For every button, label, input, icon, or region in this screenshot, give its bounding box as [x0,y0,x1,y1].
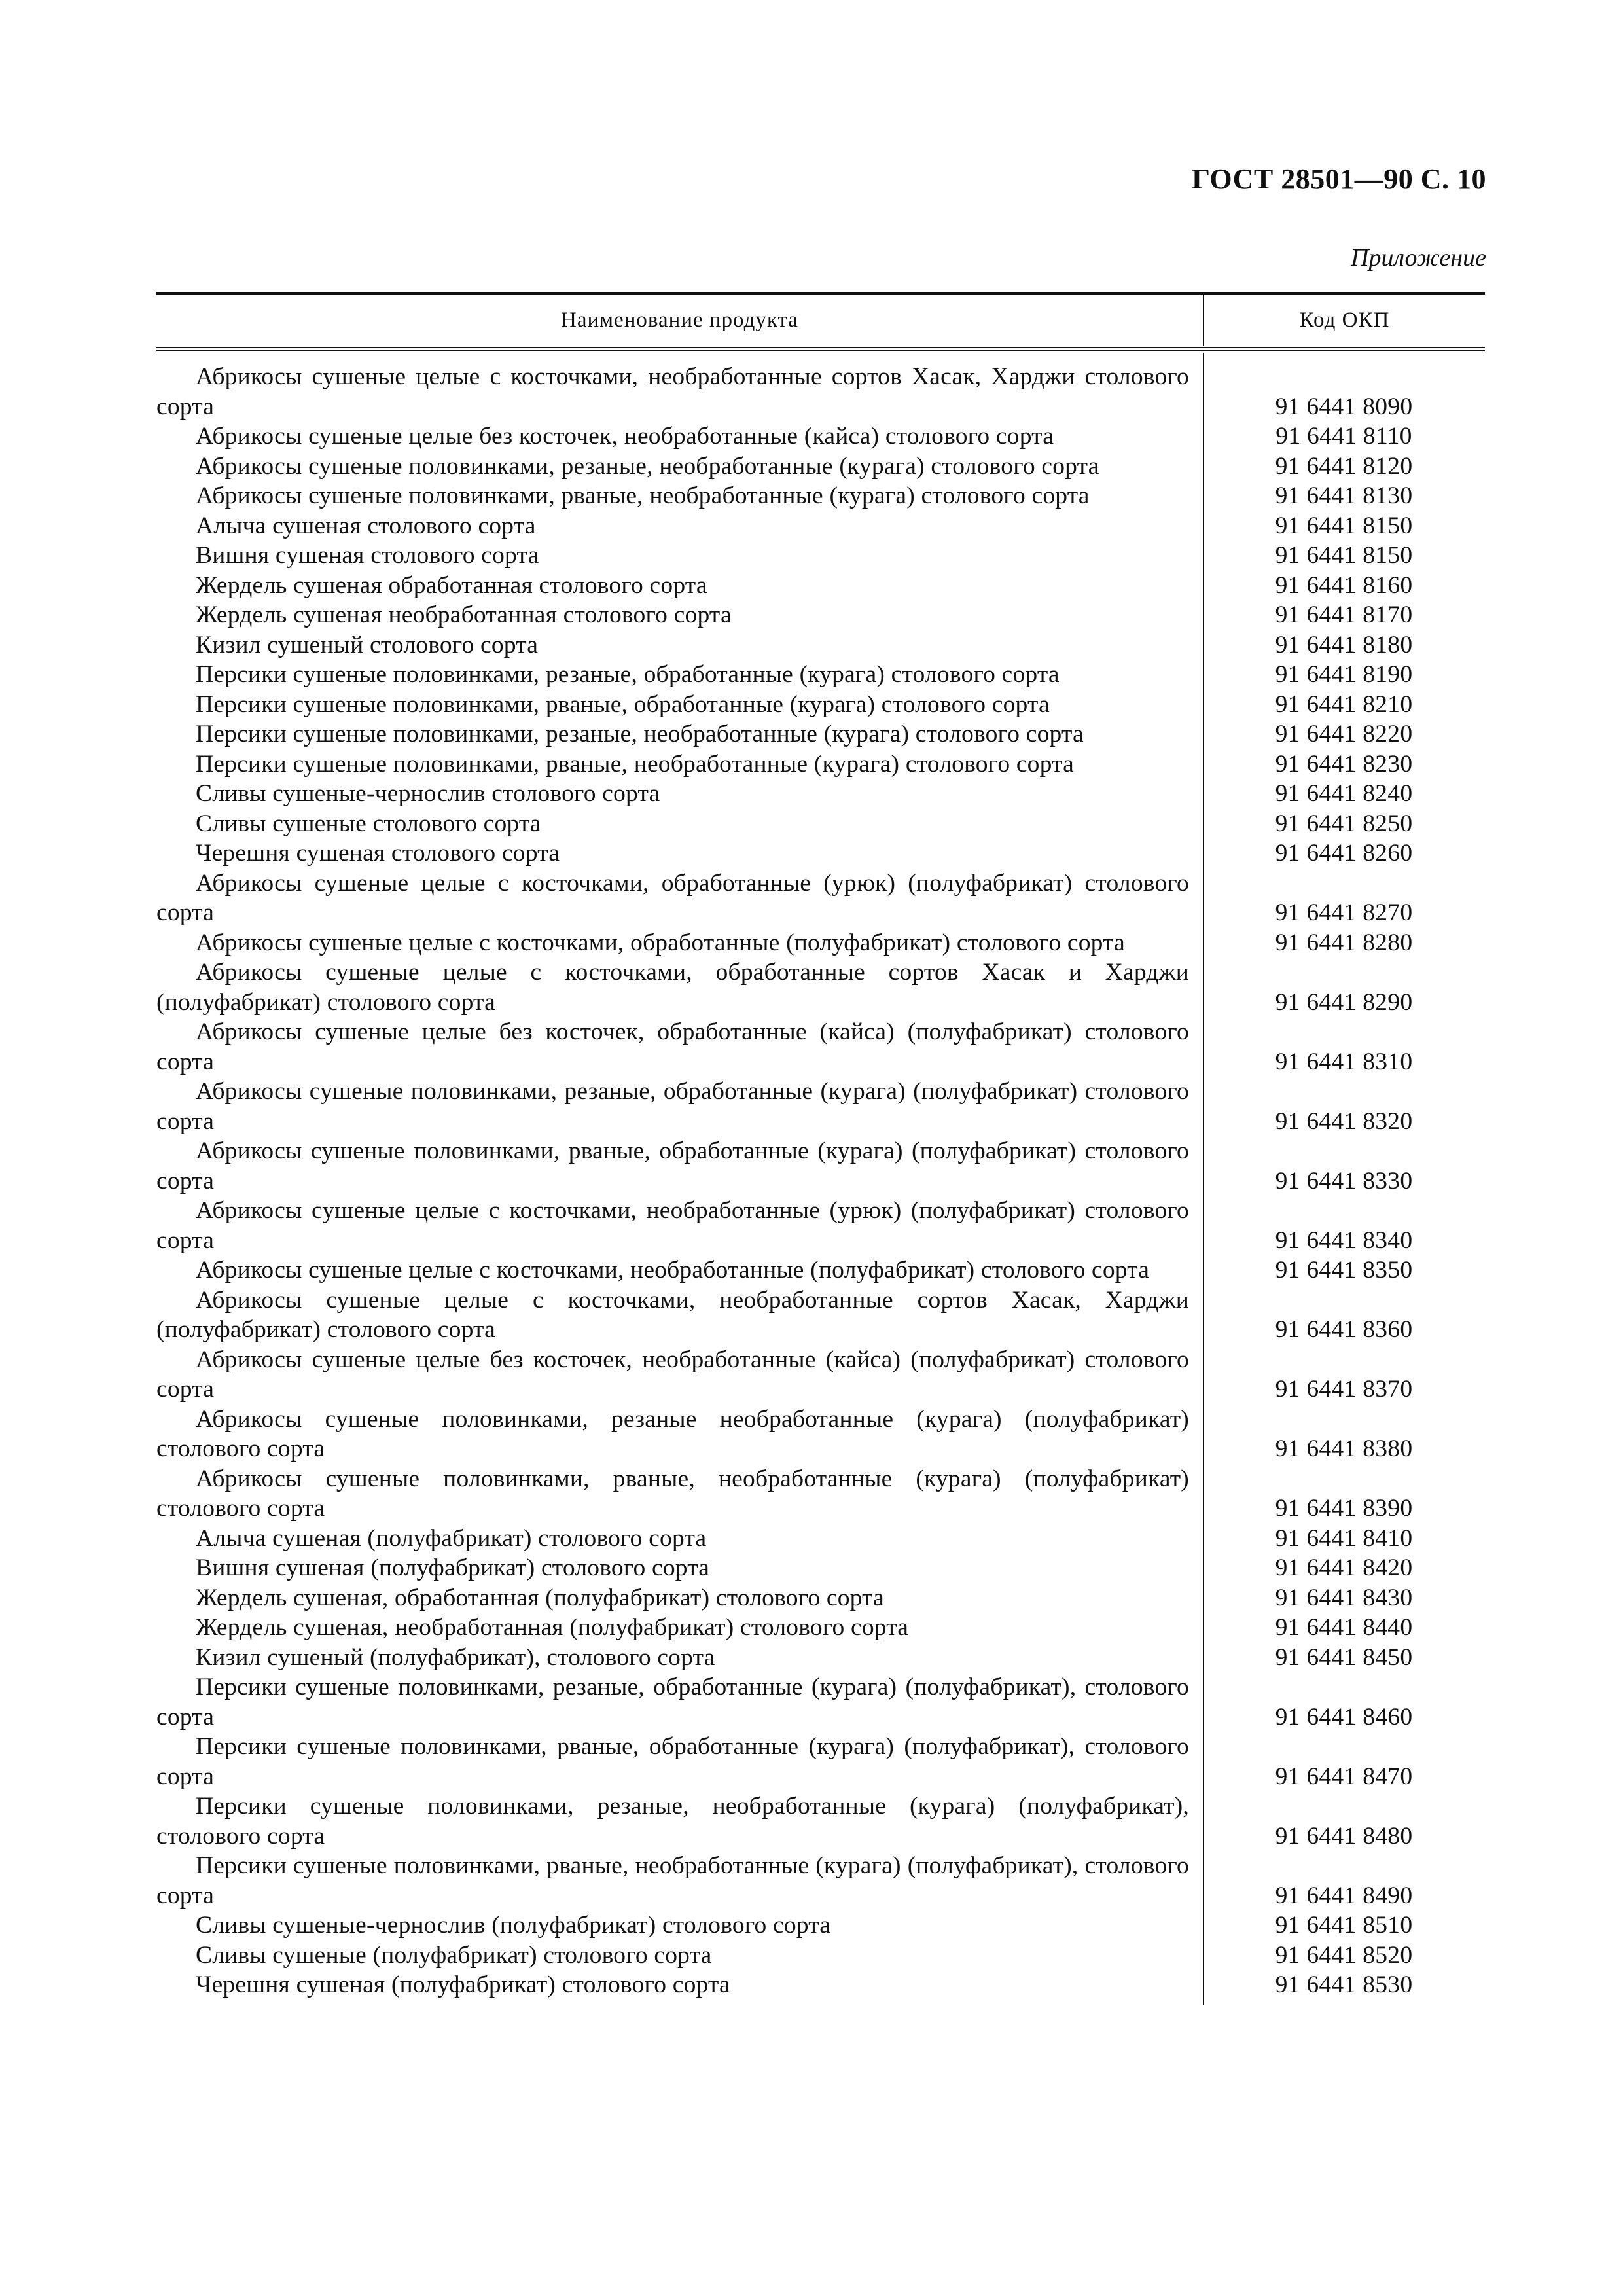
table-row [156,809,1485,839]
table-row [156,1970,1485,2000]
page-header: ГОСТ 28501—90 С. 10 [1191,163,1486,195]
product-name-cell: Персики сушеные половинками, рваные, необработанные (курага) столового сорта [196,750,1074,778]
okp-code-cell: 91 6441 8510 [1275,1912,1413,1939]
product-name-cell: Сливы сушеные столового сорта [196,810,541,837]
okp-code-cell: 91 6441 8410 [1275,1524,1413,1552]
okp-code-cell: 91 6441 8390 [1275,1495,1413,1522]
okp-code-cell: 91 6441 8210 [1275,691,1413,718]
product-name-cell: Алыча сушеная столового сорта [196,512,536,539]
table-row [156,571,1485,601]
product-name-cell: Абрикосы сушеные половинками, рваные, необработанные (курага) столового сорта [196,482,1090,509]
table-row [156,1910,1485,1941]
okp-code-cell: 91 6441 8340 [1275,1227,1413,1254]
okp-code-cell: 91 6441 8330 [1275,1167,1413,1194]
product-name-cell: Абрикосы сушеные целые без косточек, обработанные (кайса) (полуфабрикат) столового сорта [156,1018,1189,1075]
table-row [156,1077,1485,1136]
table-row [156,749,1485,780]
okp-code-cell: 91 6441 8380 [1275,1435,1413,1462]
product-name-cell: Персики сушеные половинками, резаные, обработанные (курага) столового сорта [196,661,1060,688]
table-row [156,1791,1485,1851]
table-row [156,362,1485,422]
okp-code-cell: 91 6441 8090 [1275,393,1413,420]
table-row [156,779,1485,809]
product-name-cell: Персики сушеные половинками, резаные, необработанные (курага) столового сорта [196,721,1084,747]
table-row [156,1553,1485,1583]
okp-code-cell: 91 6441 8250 [1275,810,1413,837]
okp-code-cell: 91 6441 8110 [1275,423,1412,450]
product-name-cell: Сливы сушеные-чернослив столового сорта [196,780,660,807]
product-name-cell: Жердель сушеная необработанная столового сорта [196,601,732,628]
okp-code-cell: 91 6441 8130 [1275,482,1413,509]
product-name-cell: Кизил сушеный (полуфабрикат), столового сорта [196,1643,715,1671]
table-row [156,1732,1485,1791]
column-header-okp-code: Код ОКП [1299,308,1390,332]
table-row [156,1255,1485,1285]
table-row [156,1643,1485,1673]
table-row [156,1672,1485,1732]
product-name-cell: Абрикосы сушеные половинками, резаные необработанные (курага) (полуфабрикат) столового сорта [156,1405,1189,1462]
product-name-cell: Персики сушеные половинками, резаные, необработанные (курага) (полуфабрикат), столового сорта [156,1793,1189,1850]
okp-code-cell: 91 6441 8420 [1275,1554,1413,1581]
table-row [156,541,1485,571]
table-row [156,1285,1485,1345]
table-row [156,1524,1485,1554]
okp-code-cell: 91 6441 8470 [1275,1763,1413,1790]
okp-code-cell: 91 6441 8490 [1275,1882,1413,1909]
table-row [156,690,1485,720]
table-row [156,1345,1485,1405]
table-row [156,1941,1485,1971]
okp-code-cell: 91 6441 8440 [1275,1614,1413,1641]
table-row [156,630,1485,660]
table-row [156,869,1485,928]
product-name-cell: Абрикосы сушеные целые с косточками, обработанные сортов Хасак и Харджи (полуфабрикат) столового сорта [156,959,1189,1016]
okp-code-cell: 91 6441 8150 [1275,512,1413,539]
okp-code-cell: 91 6441 8530 [1275,1971,1413,1998]
okp-code-cell: 91 6441 8260 [1275,840,1413,867]
okp-code-cell: 91 6441 8430 [1275,1584,1413,1611]
okp-code-cell: 91 6441 8370 [1275,1376,1413,1403]
okp-code-cell: 91 6441 8270 [1275,899,1413,926]
okp-code-cell: 91 6441 8280 [1275,929,1413,956]
table-row [156,1613,1485,1643]
table-row [156,958,1485,1017]
okp-code-cell: 91 6441 8350 [1275,1257,1413,1283]
product-name-cell: Вишня сушеная (полуфабрикат) столового сорта [196,1554,710,1581]
okp-code-cell: 91 6441 8480 [1275,1822,1413,1850]
table-row [156,1017,1485,1077]
okp-code-cell: 91 6441 8150 [1275,542,1413,569]
product-name-cell: Персики сушеные половинками, рваные, обработанные (курага) столового сорта [196,691,1050,718]
product-name-cell: Жердель сушеная обработанная столового сорта [196,571,707,599]
table-row [156,1583,1485,1613]
okp-code-cell: 91 6441 8190 [1275,661,1413,688]
table-row [156,1136,1485,1196]
okp-code-cell: 91 6441 8160 [1275,571,1413,599]
product-name-cell: Абрикосы сушеные половинками, резаные, необработанные (курага) столового сорта [196,452,1099,480]
table-row [156,928,1485,958]
product-name-cell: Персики сушеные половинками, рваные, необработанные (курага) (полуфабрикат), столового сорта [156,1852,1189,1909]
product-name-cell: Сливы сушеные-чернослив (полуфабрикат) столового сорта [196,1912,831,1939]
product-name-cell: Абрикосы сушеные половинками, рваные, необработанные (курага) (полуфабрикат) столового сорта [156,1465,1189,1522]
table-row [156,1851,1485,1910]
product-name-cell: Сливы сушеные (полуфабрикат) столового сорта [196,1941,712,1969]
product-name-cell: Абрикосы сушеные целые с косточками, необработанные сортов Хасак, Харджи столового сорта [156,363,1189,420]
product-name-cell: Персики сушеные половинками, рваные, обработанные (курага) (полуфабрикат), столового сорта [156,1733,1189,1790]
okp-code-cell: 91 6441 8520 [1275,1941,1413,1969]
okp-code-cell: 91 6441 8320 [1275,1107,1413,1135]
appendix-label: Приложение [1351,244,1486,272]
table-row [156,719,1485,749]
product-name-cell: Абрикосы сушеные целые с косточками, обработанные (полуфабрикат) столового сорта [196,929,1125,956]
table-body [156,353,1485,2005]
okp-code-cell: 91 6441 8460 [1275,1703,1413,1731]
table-row [156,1196,1485,1255]
column-header-product-name: Наименование продукта [156,295,1204,346]
product-code-table [156,292,1485,2005]
okp-code-cell: 91 6441 8230 [1275,750,1413,778]
product-name-cell: Абрикосы сушеные целые с косточками, необработанные (полуфабрикат) столового сорта [196,1257,1150,1283]
product-name-cell: Абрикосы сушеные целые без косточек, необработанные (кайса) (полуфабрикат) столового сорта [156,1346,1189,1403]
product-name-cell: Абрикосы сушеные целые с косточками, необработанные сортов Хасак, Харджи (полуфабрикат) столового сорта [156,1286,1189,1343]
product-name-cell: Абрикосы сушеные половинками, рваные, обработанные (курага) (полуфабрикат) столового сорта [156,1138,1189,1194]
product-name-cell: Жердель сушеная, обработанная (полуфабрикат) столового сорта [196,1584,885,1611]
table-row [156,660,1485,690]
okp-code-cell: 91 6441 8450 [1275,1643,1413,1671]
table-row [156,1464,1485,1524]
product-name-cell: Кизил сушеный столового сорта [196,631,539,658]
table-row [156,481,1485,511]
okp-code-cell: 91 6441 8180 [1275,631,1413,658]
table-row [156,511,1485,541]
okp-code-cell: 91 6441 8360 [1275,1316,1413,1343]
product-name-cell: Абрикосы сушеные целые с косточками, необработанные (урюк) (полуфабрикат) столового сорта [156,1197,1189,1254]
product-name-cell: Абрикосы сушеные половинками, резаные, обработанные (курага) (полуфабрикат) столового сорта [156,1078,1189,1135]
okp-code-cell: 91 6441 8310 [1275,1048,1413,1075]
okp-code-cell: 91 6441 8170 [1275,601,1413,628]
product-name-cell: Черешня сушеная столового сорта [196,840,560,867]
product-name-cell: Персики сушеные половинками, резаные, обработанные (курага) (полуфабрикат), столового сорта [156,1674,1189,1731]
table-row [156,838,1485,869]
product-name-cell: Вишня сушеная столового сорта [196,542,539,569]
product-name-cell: Черешня сушеная (полуфабрикат) столового сорта [196,1971,730,1998]
product-name-cell: Абрикосы сушеные целые с косточками, обработанные (урюк) (полуфабрикат) столового сорта [156,869,1189,926]
okp-code-cell: 91 6441 8290 [1275,988,1413,1016]
table-row [156,452,1485,482]
table-row [156,1405,1485,1464]
product-name-cell: Жердель сушеная, необработанная (полуфабрикат) столового сорта [196,1614,909,1641]
okp-code-cell: 91 6441 8240 [1275,780,1413,807]
product-name-cell: Алыча сушеная (полуфабрикат) столового сорта [196,1524,707,1552]
product-name-cell: Абрикосы сушеные целые без косточек, необработанные (кайса) столового сорта [196,423,1054,450]
table-header [156,292,1485,346]
okp-code-cell: 91 6441 8220 [1275,721,1413,747]
table-row [156,422,1485,452]
okp-code-cell: 91 6441 8120 [1275,452,1413,480]
table-row [156,600,1485,630]
